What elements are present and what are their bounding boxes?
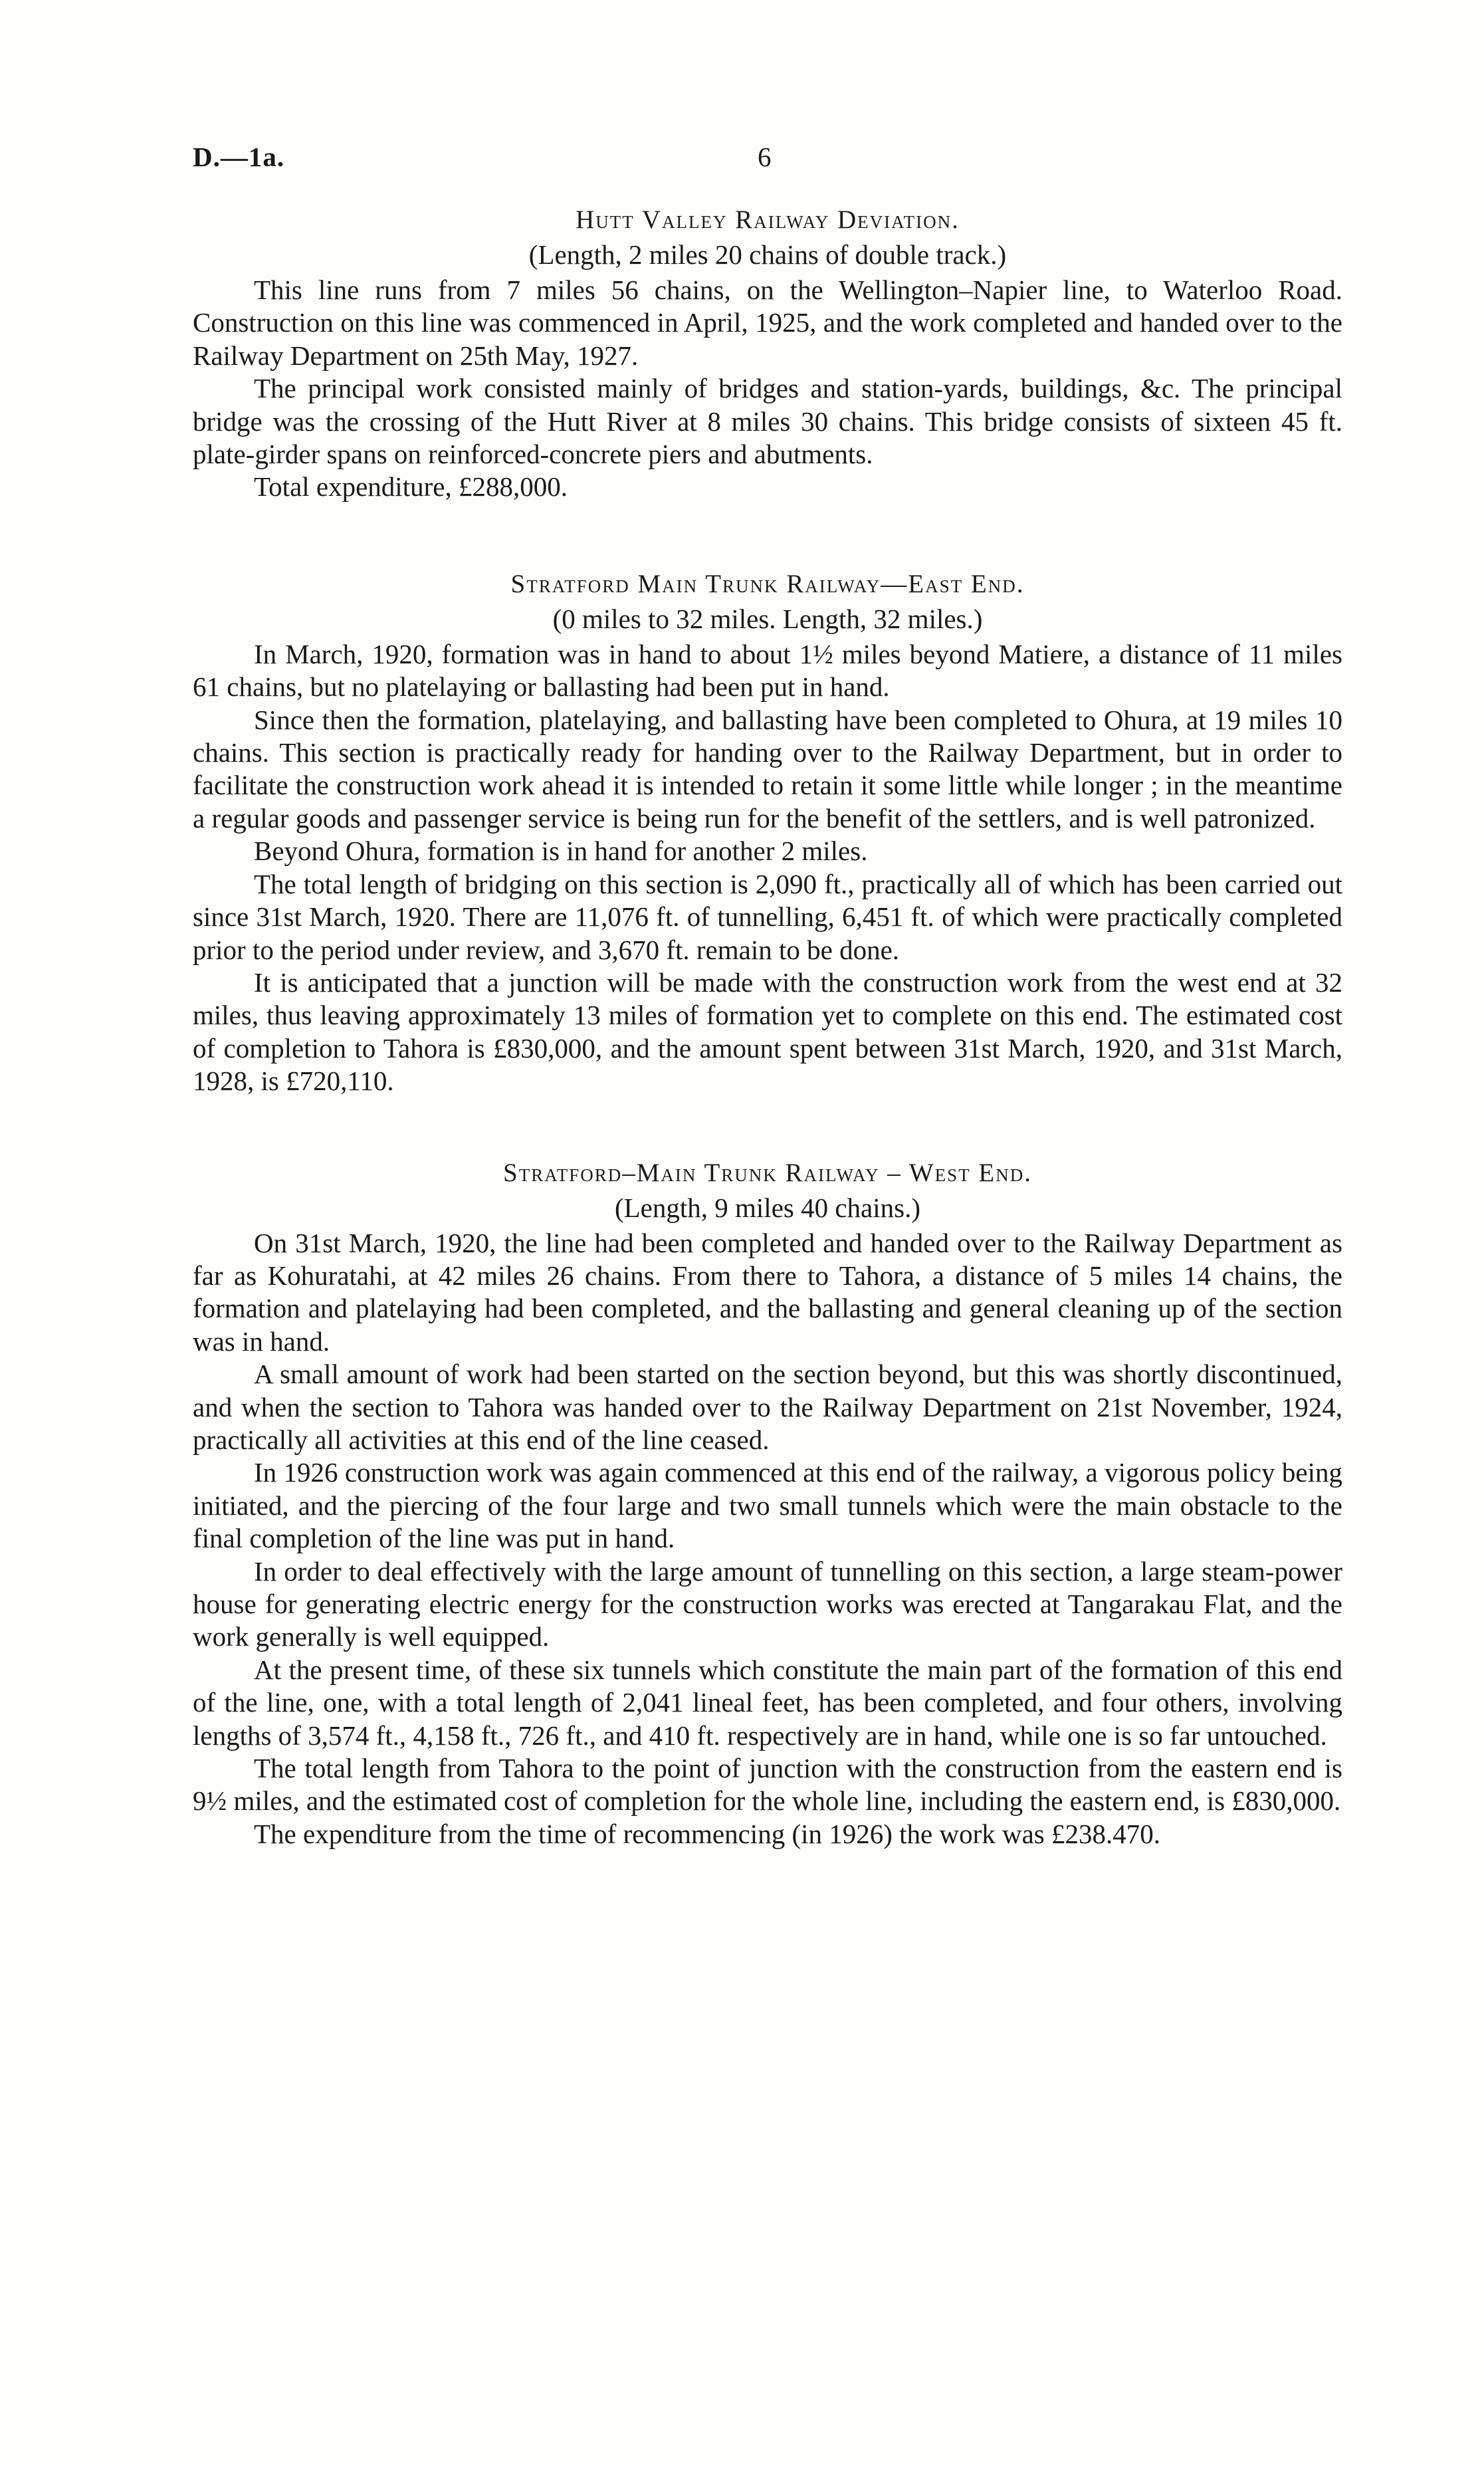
section-subtitle: (0 miles to 32 miles. Length, 32 miles.) bbox=[552, 603, 983, 634]
paragraph: In order to deal effectively with the large amount of tunnelling on this section, a large steam-power house for generating electric energy for the construction works was erected at Tangarakau Flat, and the work generally is well equipped. bbox=[193, 1555, 1342, 1652]
section-hutt-valley-railway bbox=[193, 203, 1342, 504]
paragraph: The expenditure from the time of recommencing (in 1926) the work was £238.470. bbox=[254, 1818, 1161, 1849]
paragraph: Beyond Ohura, formation is in hand for another 2 miles. bbox=[254, 836, 868, 867]
section-title: Hutt Valley Railway Deviation. bbox=[576, 205, 960, 234]
section-stratford-east-end bbox=[193, 568, 1342, 1098]
section-spacer bbox=[193, 1098, 1342, 1157]
section-title: Stratford Main Trunk Railway—East End. bbox=[510, 569, 1025, 598]
page-header bbox=[193, 141, 1342, 181]
paragraph: Since then the formation, platelaying, and ballasting have been completed to Ohura, at 19 miles 10 chains. This section is practically ready for handing over to the Railway Department, but in order to facilitate the construction work ahead it is intended to retain it some little while longer ; in the meantime a regular goods and passenger service is being run for the benefit of the settlers, and is well patronized. bbox=[193, 704, 1342, 834]
paragraph: In 1926 construction work was again commenced at this end of the railway, a vigorous policy being initiated, and the piercing of the four large and two small tunnels which were the main obstacle to the final completion of the line was put in hand. bbox=[193, 1457, 1342, 1554]
section-subtitle: (Length, 9 miles 40 chains.) bbox=[614, 1192, 920, 1223]
paragraph: This line runs from 7 miles 56 chains, on the Wellington–Napier line, to Waterloo Road. Construction on this line was commenced in April, 1925, and the work completed and handed over to the Railway Department on 25th May, 1927. bbox=[193, 275, 1342, 371]
document-reference: D.—1a. bbox=[193, 142, 285, 172]
paragraph: At the present time, of these six tunnels which constitute the main part of the formation of this end of the line, one, with a total length of 2,041 lineal feet, has been completed, and four others, involving lengths of 3,574 ft., 4,158 ft., 726 ft., and 410 ft. respectively are in hand, while one is so far untouched. bbox=[193, 1654, 1342, 1751]
section-stratford-west-end bbox=[193, 1157, 1342, 1851]
paragraph: It is anticipated that a junction will be made with the construction work from the west end at 32 miles, thus leaving approximately 13 miles of formation yet to complete on this end. The estimated cost of completion to Tahora is £830,000, and the amount spent between 31st March, 1920, and 31st March, 1928, is £720,110. bbox=[193, 966, 1342, 1097]
page-number: 6 bbox=[758, 142, 772, 172]
paragraph: In March, 1920, formation was in hand to about 1½ miles beyond Matiere, a distance of 11 miles 61 chains, but no platelaying or ballasting had been put in hand. bbox=[193, 638, 1342, 703]
paragraph: A small amount of work had been started on the section beyond, but this was shortly discontinued, and when the section to Tahora was handed over to the Railway Department on 21st November, 1924, practically all activities at this end of the line ceased. bbox=[193, 1359, 1342, 1455]
paragraph: The total length of bridging on this section is 2,090 ft., practically all of which has been carried out since 31st March, 1920. There are 11,076 ft. of tunnelling, 6,451 ft. of which were practically completed prior to the period under review, and 3,670 ft. remain to be done. bbox=[193, 868, 1342, 965]
paragraph: Total expenditure, £288,000. bbox=[254, 471, 568, 503]
paragraph: The total length from Tahora to the point of junction with the construction from the eastern end is 9½ miles, and the estimated cost of completion for the whole line, including the eastern end, is £830,000. bbox=[193, 1753, 1342, 1817]
section-subtitle: (Length, 2 miles 20 chains of double track.) bbox=[528, 239, 1007, 270]
paragraph: On 31st March, 1920, the line had been completed and handed over to the Railway Department as far as Kohuratahi, at 42 miles 26 chains. From there to Tahora, a distance of 5 miles 14 chains, the formation and platelaying had been completed, and the ballasting and general cleaning up of the section was in hand. bbox=[193, 1227, 1342, 1357]
paragraph: The principal work consisted mainly of bridges and station-yards, buildings, &c. The principal bridge was the crossing of the Hutt River at 8 miles 30 chains. This bridge consists of sixteen 45 ft. plate-girder spans on reinforced-concrete piers and abutments. bbox=[193, 373, 1342, 470]
page-body bbox=[193, 203, 1342, 1850]
section-spacer bbox=[193, 504, 1342, 568]
section-title: Stratford–Main Trunk Railway – West End. bbox=[503, 1158, 1032, 1187]
